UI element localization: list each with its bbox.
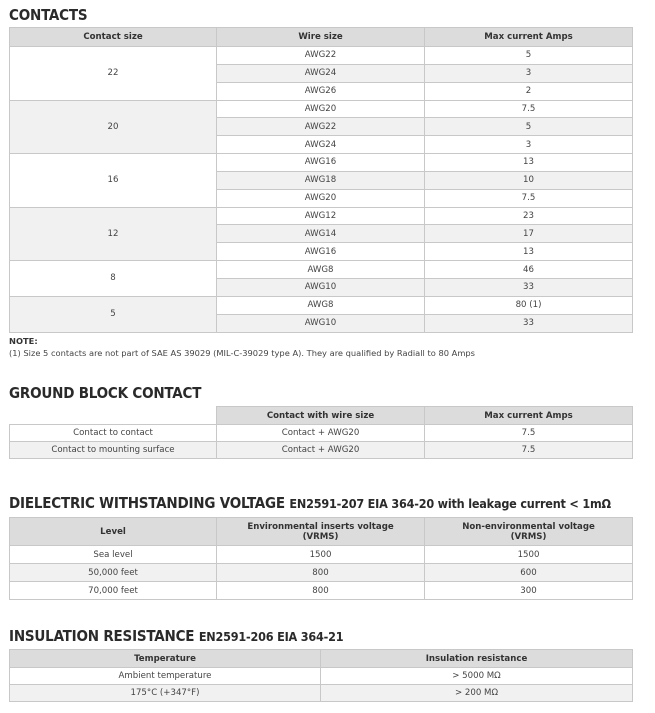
dielectric-cell: 50,000 feet — [10, 564, 217, 582]
max-current-cell: 10 — [425, 171, 633, 189]
ground-header-max-current: Max current Amps — [425, 407, 633, 425]
max-current-cell: 17 — [425, 225, 633, 243]
wire-size-cell: AWG12 — [217, 207, 425, 225]
table-row — [10, 582, 633, 600]
table-row — [10, 154, 633, 172]
contact-size-cell: 20 — [10, 100, 217, 154]
table-row — [10, 546, 633, 564]
contacts-title: CONTACTS — [9, 6, 88, 24]
wire-size-cell: AWG20 — [217, 100, 425, 118]
contacts-note — [9, 336, 475, 358]
contact-size-cell: 22 — [10, 47, 217, 101]
table-row — [10, 261, 633, 279]
wire-size-cell: AWG8 — [217, 261, 425, 279]
table-row — [10, 296, 633, 314]
ground-cell: 7.5 — [425, 442, 633, 459]
max-current-cell: 80 (1) — [425, 296, 633, 314]
max-current-cell: 3 — [425, 64, 633, 82]
table-row — [10, 207, 633, 225]
note-text: (1) Size 5 contacts are not part of SAE AS 39029 (MIL-C-39029 type A). They are qualified by Radiall to 80 Amps — [9, 348, 476, 358]
max-current-cell: 5 — [425, 47, 633, 65]
max-current-cell: 33 — [425, 314, 633, 332]
wire-size-cell: AWG16 — [217, 154, 425, 172]
max-current-cell: 46 — [425, 261, 633, 279]
dielectric-cell: 800 — [217, 564, 425, 582]
insulation-title: INSULATION RESISTANCE EN2591-206 EIA 364-21 — [9, 627, 344, 645]
contact-size-cell: 8 — [10, 261, 217, 297]
dielectric-subtitle: EN2591-207 EIA 364-20 with leakage current < 1mΩ — [289, 496, 611, 511]
contact-size-cell: 12 — [10, 207, 217, 261]
dielectric-cell: 70,000 feet — [10, 582, 217, 600]
contacts-body — [10, 47, 633, 333]
max-current-cell: 33 — [425, 278, 633, 296]
header-non-env-voltage: Non-environmental voltage (VRMS) — [425, 518, 633, 546]
wire-size-cell: AWG10 — [217, 278, 425, 296]
dielectric-cell: 300 — [425, 582, 633, 600]
dielectric-cell: 1500 — [217, 546, 425, 564]
ground-header-empty — [10, 407, 217, 425]
note-title: NOTE: — [9, 336, 38, 346]
ground-title: GROUND BLOCK CONTACT — [9, 384, 202, 402]
contact-size-cell: 5 — [10, 296, 217, 332]
ground-cell: Contact to mounting surface — [10, 442, 217, 459]
insulation-subtitle: EN2591-206 EIA 364-21 — [198, 629, 344, 644]
max-current-cell: 3 — [425, 136, 633, 154]
wire-size-cell: AWG8 — [217, 296, 425, 314]
insulation-cell: 175°C (+347°F) — [10, 685, 321, 702]
header-env-voltage: Environmental inserts voltage (VRMS) — [217, 518, 425, 546]
wire-size-cell: AWG24 — [217, 64, 425, 82]
table-row — [10, 442, 633, 459]
wire-size-cell: AWG26 — [217, 82, 425, 100]
table-row — [10, 47, 633, 65]
ground-cell: Contact + AWG20 — [217, 425, 425, 442]
ground-cell: Contact to contact — [10, 425, 217, 442]
insulation-table — [9, 649, 633, 702]
ground-cell: 7.5 — [425, 425, 633, 442]
header-insulation-resistance: Insulation resistance — [321, 650, 633, 668]
ground-header-contact-wire: Contact with wire size — [217, 407, 425, 425]
header-level: Level — [10, 518, 217, 546]
ground-cell: Contact + AWG20 — [217, 442, 425, 459]
wire-size-cell: AWG16 — [217, 243, 425, 261]
ground-table — [9, 406, 633, 459]
header-temperature: Temperature — [10, 650, 321, 668]
contacts-table — [9, 27, 633, 333]
wire-size-cell: AWG20 — [217, 189, 425, 207]
wire-size-cell: AWG14 — [217, 225, 425, 243]
contact-size-cell: 16 — [10, 154, 217, 208]
max-current-cell: 5 — [425, 118, 633, 136]
max-current-cell: 23 — [425, 207, 633, 225]
insulation-cell: > 5000 MΩ — [321, 668, 633, 685]
table-row — [10, 668, 633, 685]
dielectric-cell: 600 — [425, 564, 633, 582]
table-row — [10, 564, 633, 582]
wire-size-cell: AWG22 — [217, 47, 425, 65]
table-row — [10, 685, 633, 702]
table-row — [10, 100, 633, 118]
dielectric-title: DIELECTRIC WITHSTANDING VOLTAGE EN2591-207 EIA 364-20 with leakage current < 1mΩ — [9, 494, 611, 512]
header-max-current: Max current Amps — [425, 28, 633, 47]
dielectric-cell: Sea level — [10, 546, 217, 564]
insulation-cell: > 200 MΩ — [321, 685, 633, 702]
header-wire-size: Wire size — [217, 28, 425, 47]
table-row — [10, 425, 633, 442]
dielectric-cell: 1500 — [425, 546, 633, 564]
dielectric-table — [9, 517, 633, 600]
insulation-cell: Ambient temperature — [10, 668, 321, 685]
wire-size-cell: AWG24 — [217, 136, 425, 154]
max-current-cell: 7.5 — [425, 189, 633, 207]
max-current-cell: 13 — [425, 154, 633, 172]
wire-size-cell: AWG10 — [217, 314, 425, 332]
wire-size-cell: AWG18 — [217, 171, 425, 189]
max-current-cell: 13 — [425, 243, 633, 261]
header-contact-size: Contact size — [10, 28, 217, 47]
max-current-cell: 7.5 — [425, 100, 633, 118]
wire-size-cell: AWG22 — [217, 118, 425, 136]
max-current-cell: 2 — [425, 82, 633, 100]
dielectric-cell: 800 — [217, 582, 425, 600]
